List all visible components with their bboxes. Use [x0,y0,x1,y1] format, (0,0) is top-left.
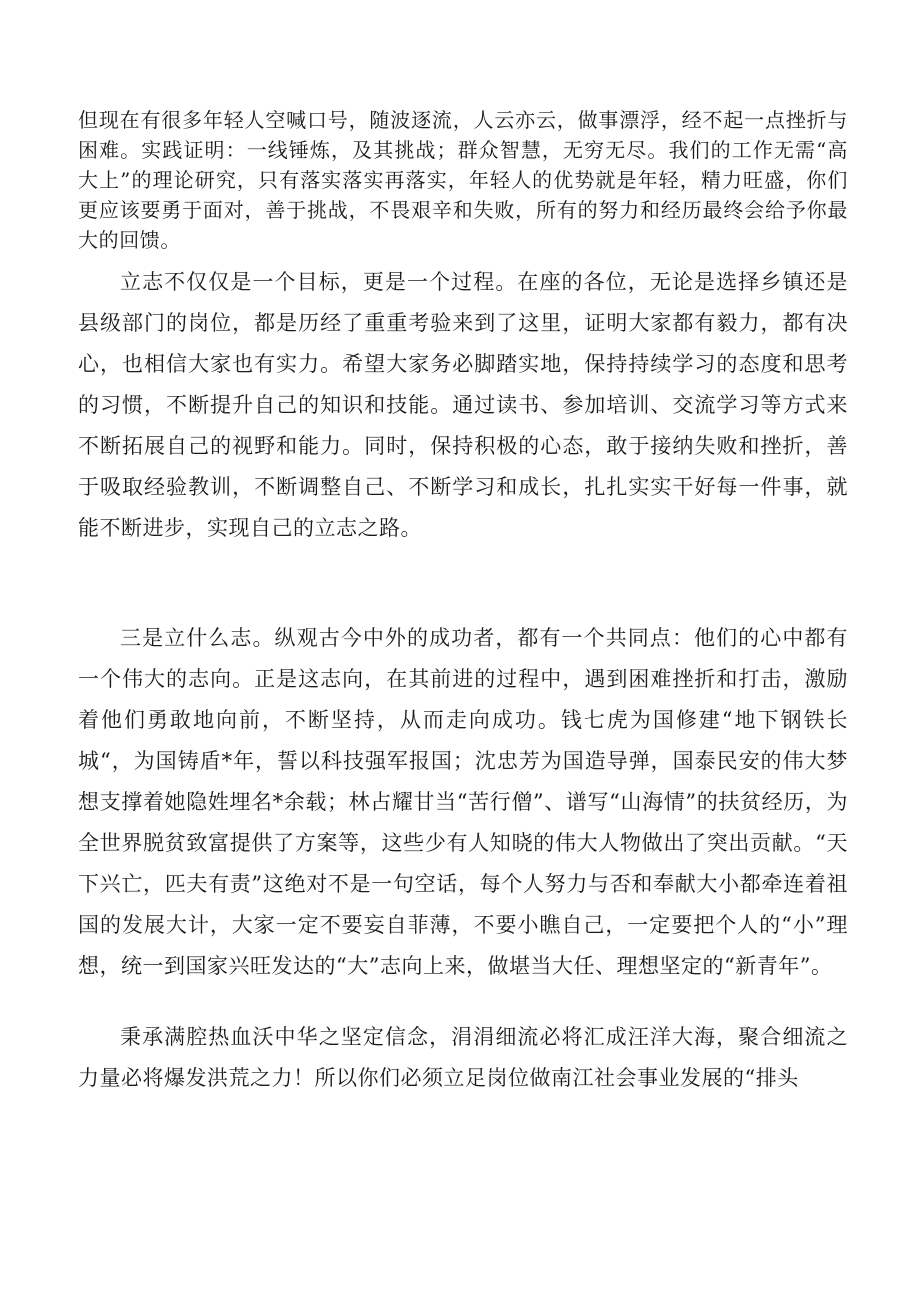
paragraph-resolve-process: 立志不仅仅是一个目标，更是一个过程。在座的各位，无论是选择乡镇还是县级部门的岗位，都是历经了重重考验来到了这里，证明大家都有毅力，都有决心，也相信大家也有实力。希望大家务必脚踏实地，保持持续学习的态度和思考的习惯，不断提升自己的知识和技能。通过读书、参加培训、交流学习等方式来不断拓展自己的视野和能力。同时，保持积极的心态，敢于接纳失败和挫折，善于吸取经验教训，不断调整自己、不断学习和成长，扎扎实实干好每一件事，就能不断进步，实现自己的立志之路。 [78,270,848,540]
paragraph-continuation: 但现在有很多年轻人空喊口号，随波逐流，人云亦云，做事漂浮，经不起一点挫折与困难。实践证明：一线锤炼，及其挑战；群众智慧，无穷无尽。我们的工作无需“高大上”的理论研究，只有落实落实再落实，年轻人的优势就是年轻，精力旺盛，你们更应该要勇于面对，善于挑战，不畏艰辛和失败，所有的努力和经历最终会给予你最大的回馈。 [78,108,848,252]
paragraph-conviction: 秉承满腔热血沃中华之坚定信念，涓涓细流必将汇成汪洋大海，聚合细流之力量必将爆发洪荒之力！所以你们必须立足岗位做南江社会事业发展的“排头 [78,1025,848,1090]
paragraph-what-aspiration: 三是立什么志。纵观古今中外的成功者，都有一个共同点：他们的心中都有一个伟大的志向。正是这志向，在其前进的过程中，遇到困难挫折和打击，激励着他们勇敢地向前，不断坚持，从而走向成功。钱七虎为国修建“地下钢铁长城“，为国铸盾*年，誓以科技强军报国；沈忠芳为国造导弹，国泰民安的伟大梦想支撑着她隐姓埋名*余载；林占耀甘当“苦行僧”、谱写“山海情”的扶贫经历，为全世界脱贫致富提供了方案等，这些少有人知晓的伟大人物做出了突出贡献。“天下兴亡，匹夫有责”这绝对不是一句空话，每个人努力与否和奉献大小都牵连着祖国的发展大计，大家一定不要妄自菲薄，不要小瞧自己，一定要把个人的“小”理想，统一到国家兴旺发达的“大”志向上来，做堪当大任、理想坚定的“新青年”。 [78,626,848,978]
